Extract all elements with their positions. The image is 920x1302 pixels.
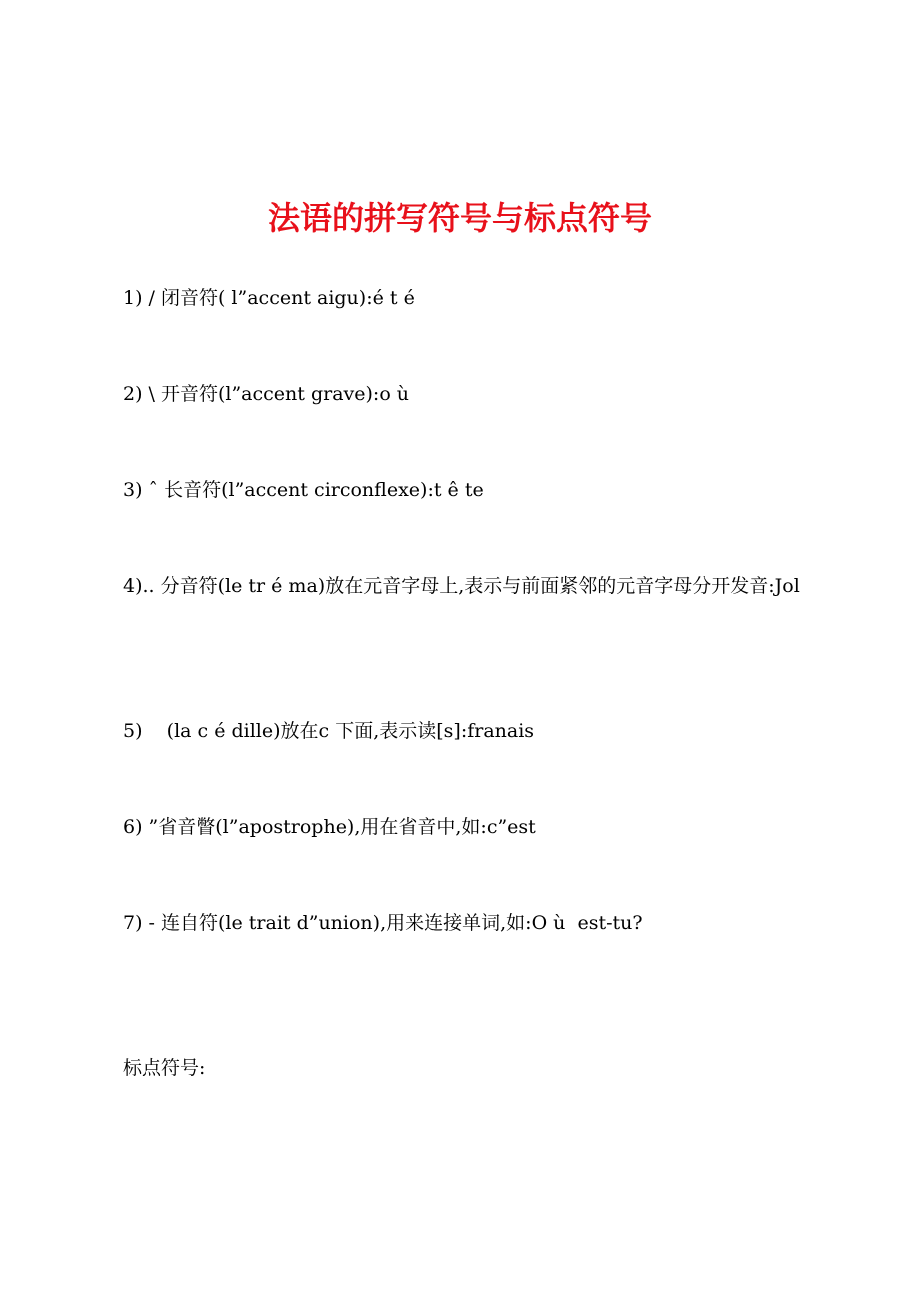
list-item-acute-accent: 1) / 闭音符( l”accent aigu):é t é bbox=[123, 287, 415, 309]
list-item-circumflex: 3) ˆ 长音符(l”accent circonflexe):t ê te bbox=[123, 479, 484, 501]
list-item-trema: 4).. 分音符(le tr é ma)放在元音字母上,表示与前面紧邻的元音字母分开发音:Jol bbox=[123, 575, 800, 597]
list-item-apostrophe: 6) ”省音瞥(l”apostrophe),用在省音中,如:c”est bbox=[123, 816, 536, 838]
section-heading-punctuation: 标点符号: bbox=[123, 1057, 206, 1079]
list-item-hyphen: 7) - 连自符(le trait d”union),用来连接单词,如:O ù est-tu? bbox=[123, 912, 643, 934]
list-item-cedilla: 5) (la c é dille)放在c 下面,表示读[s]:franais bbox=[123, 720, 535, 742]
list-item-grave-accent: 2) \ 开音符(l”accent grave):o ù bbox=[123, 383, 410, 405]
page-title: 法语的拼写符号与标点符号 bbox=[267, 199, 652, 237]
